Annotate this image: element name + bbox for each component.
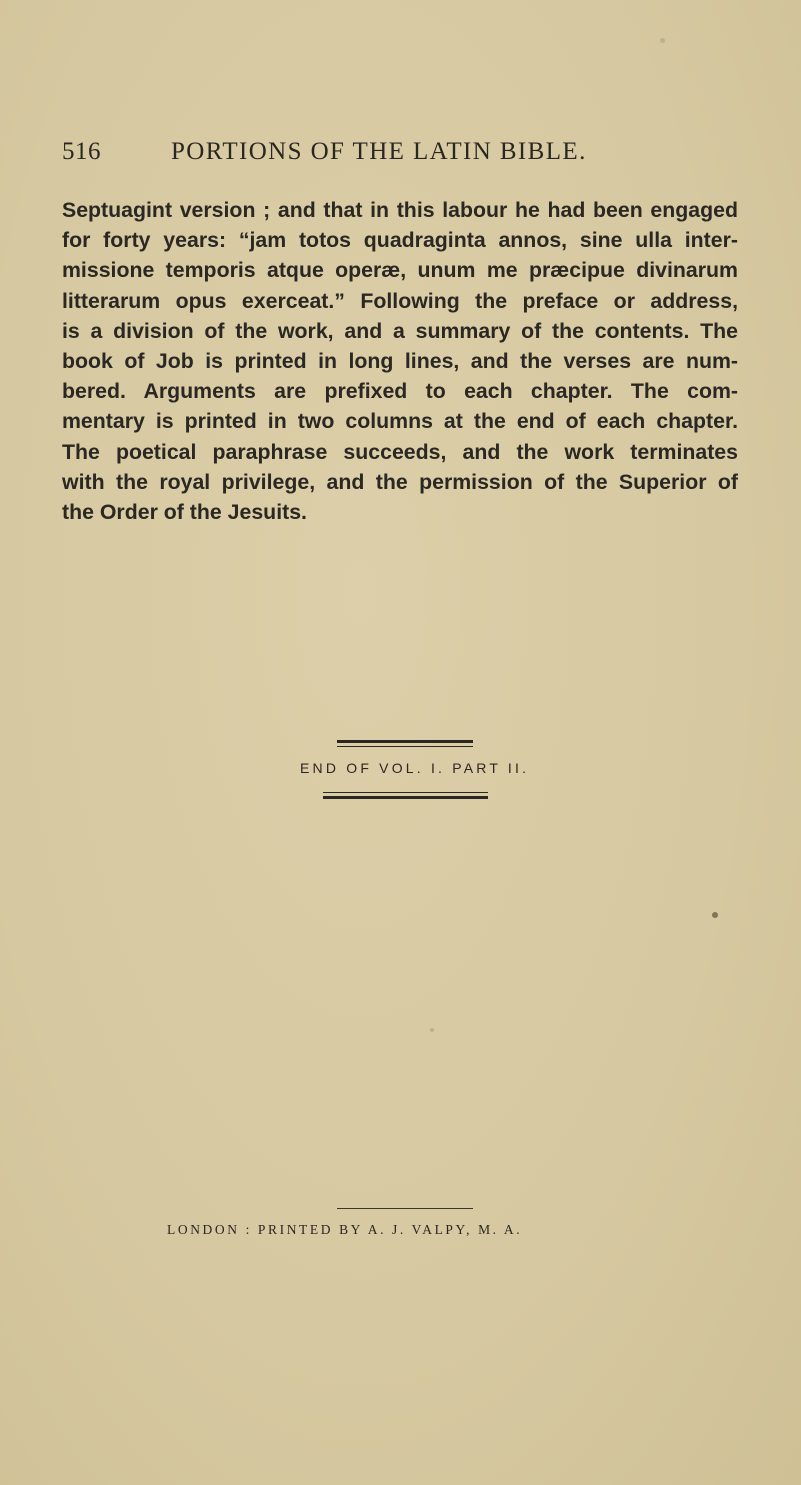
top-double-rule-thin <box>337 746 473 747</box>
bottom-double-rule-thin <box>323 792 488 793</box>
body-paragraph <box>62 195 738 527</box>
paper-spot <box>712 912 718 918</box>
text-line: Septuagint version ; and that in this labour he had been engaged <box>62 198 738 222</box>
text-line: book of Job is printed in long lines, and the verses are num- <box>62 349 738 374</box>
text-line: litterarum opus exerceat.” Following the preface or address, <box>62 288 738 313</box>
running-head <box>62 138 742 172</box>
end-of-volume-note: END OF VOL. I. PART II. <box>300 760 530 776</box>
text-line: for forty years: “jam totos quadraginta annos, sine ulla inter- <box>62 228 738 253</box>
text-line: missione temporis atque operæ, unum me præcipue divinarum <box>62 258 738 283</box>
printer-imprint: LONDON : PRINTED BY A. J. VALPY, M. A. <box>167 1222 523 1237</box>
running-title: PORTIONS OF THE LATIN BIBLE. <box>171 138 587 165</box>
text-line: The poetical paraphrase succeeds, and the work terminates <box>62 439 738 464</box>
text-line: mentary is printed in two columns at the end of each chapter. <box>62 409 738 434</box>
imprint-rule <box>337 1208 473 1209</box>
text-line: the Order of the Jesuits. <box>62 500 307 525</box>
paper-spot <box>430 1028 434 1032</box>
top-double-rule-thick <box>337 740 473 743</box>
text-line: bered. Arguments are prefixed to each chapter. The com- <box>62 379 738 404</box>
bottom-double-rule-thick <box>323 796 488 799</box>
text-line: is a division of the work, and a summary of the contents. The <box>62 318 738 343</box>
page-number: 516 <box>62 138 101 165</box>
paper-spot <box>660 38 665 43</box>
text-line: with the royal privilege, and the permission of the Superior of <box>62 469 738 494</box>
